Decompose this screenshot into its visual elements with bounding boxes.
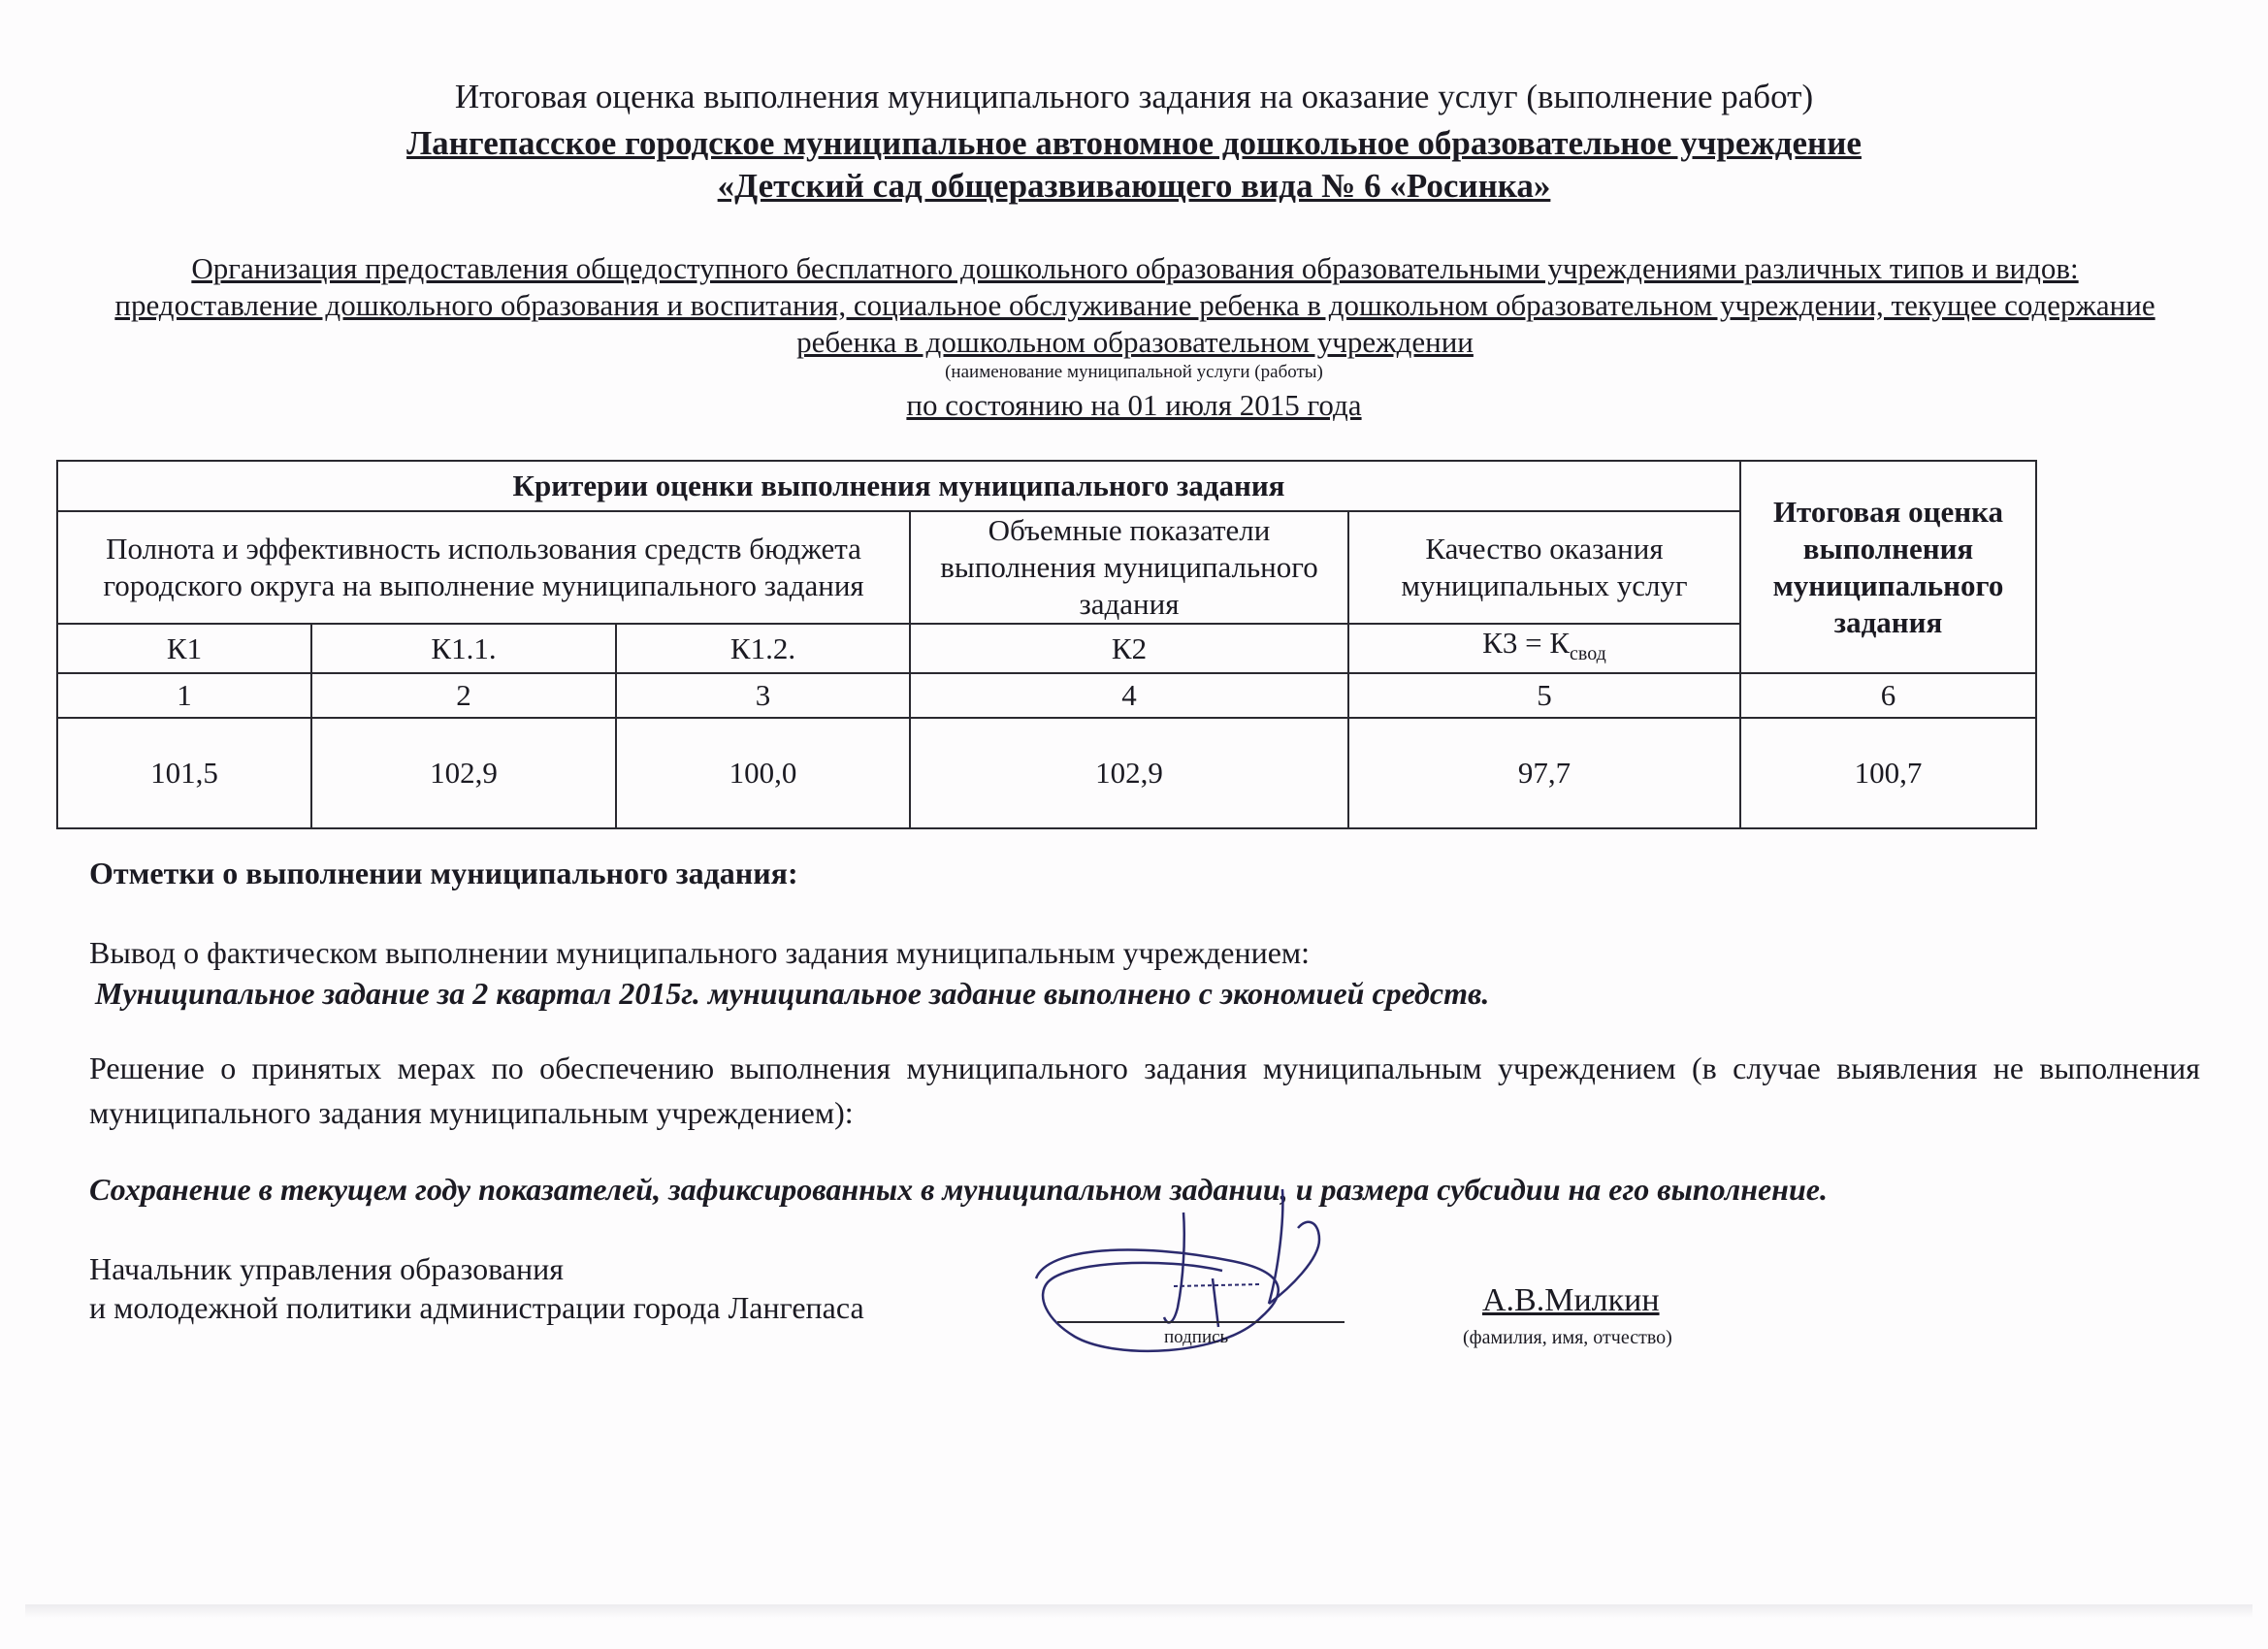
signer-position-line2: и молодежной политики администрации города Лангепаса: [89, 1290, 864, 1325]
k3-label: [1348, 624, 1740, 673]
scan-edge: [25, 1604, 2252, 1618]
document-title: Итоговая оценка выполнения муниципального задания на оказание услуг (выполнение работ): [454, 78, 1814, 115]
k2-value: 102,9: [910, 718, 1348, 828]
final-score-value: 100,7: [1740, 718, 2036, 828]
notes-heading: Отметки о выполнении муниципального задания:: [89, 856, 798, 890]
k11-value: 102,9: [311, 718, 616, 828]
decision-text: Сохранение в текущем году показателей, зафиксированных в муниципальном задании, и размера субсидии на его выполнение.: [89, 1172, 1828, 1207]
criteria-table: [56, 460, 2037, 829]
report-date: по состоянию на 01 июля 2015 года: [906, 388, 1362, 422]
budget-criterion-header: Полнота и эффективность использования средств бюджета городского округа на выполнение муниципального задания: [57, 511, 910, 624]
k1-label: К1: [57, 624, 311, 673]
value-row: [57, 718, 2036, 828]
conclusion-text: Муниципальное задание за 2 квартал 2015г. муниципальное задание выполнено с экономией средств.: [95, 976, 1490, 1011]
signature-line: [1057, 1321, 1345, 1323]
organization-name-line1: Лангепасское городское муниципальное автономное дошкольное образовательное учреждение: [406, 124, 1862, 162]
signer-name-caption: (фамилия, имя, отчество): [1463, 1327, 1672, 1348]
organization-name-line2: «Детский сад общеразвивающего вида № 6 «Росинка»: [717, 167, 1551, 205]
k11-label: К1.1.: [311, 624, 616, 673]
quality-criterion-header: Качество оказания муниципальных услуг: [1348, 511, 1740, 624]
k1-value: 101,5: [57, 718, 311, 828]
service-name-caption: (наименование муниципальной услуги (работы): [945, 362, 1323, 382]
criteria-header: Критерии оценки выполнения муниципального задания: [57, 461, 1740, 511]
service-name: Организация предоставления общедоступного бесплатного дошкольного образования образовательными учреждениями различных типов и видов: предоставление дошкольного образования и воспитания, социальное обслуживание ребенка в дошкольном образовательном учреждении, текущее содержание ребенка в дошкольном образовательном учреждении: [114, 251, 2155, 359]
column-number: 3: [616, 673, 910, 718]
signature-caption: подпись: [1164, 1327, 1229, 1347]
decision-label: Решение о принятых мерах по обеспечению выполнения муниципального задания муниципальным учреждением (в случае выявления не выполнения муниципального задания муниципальным учреждением):: [89, 1051, 2200, 1130]
k2-label: К2: [910, 624, 1348, 673]
k3-text: К3 = К: [1482, 626, 1571, 660]
column-number: 6: [1740, 673, 2036, 718]
k3-subscript: свод: [1570, 643, 1606, 665]
column-number-row: [57, 673, 2036, 718]
column-number: 4: [910, 673, 1348, 718]
signer-name: А.В.Милкин: [1482, 1282, 1660, 1318]
k12-label: К1.2.: [616, 624, 910, 673]
volume-criterion-header: Объемные показатели выполнения муниципального задания: [910, 511, 1348, 624]
final-score-header: Итоговая оценка выполнения муниципального задания: [1740, 461, 2036, 673]
conclusion-label: Вывод о фактическом выполнении муниципального задания муниципальным учреждением:: [89, 935, 1311, 970]
column-number: 1: [57, 673, 311, 718]
signer-position-line1: Начальник управления образования: [89, 1251, 564, 1286]
k3-value: 97,7: [1348, 718, 1740, 828]
column-number: 2: [311, 673, 616, 718]
k12-value: 100,0: [616, 718, 910, 828]
column-number: 5: [1348, 673, 1740, 718]
